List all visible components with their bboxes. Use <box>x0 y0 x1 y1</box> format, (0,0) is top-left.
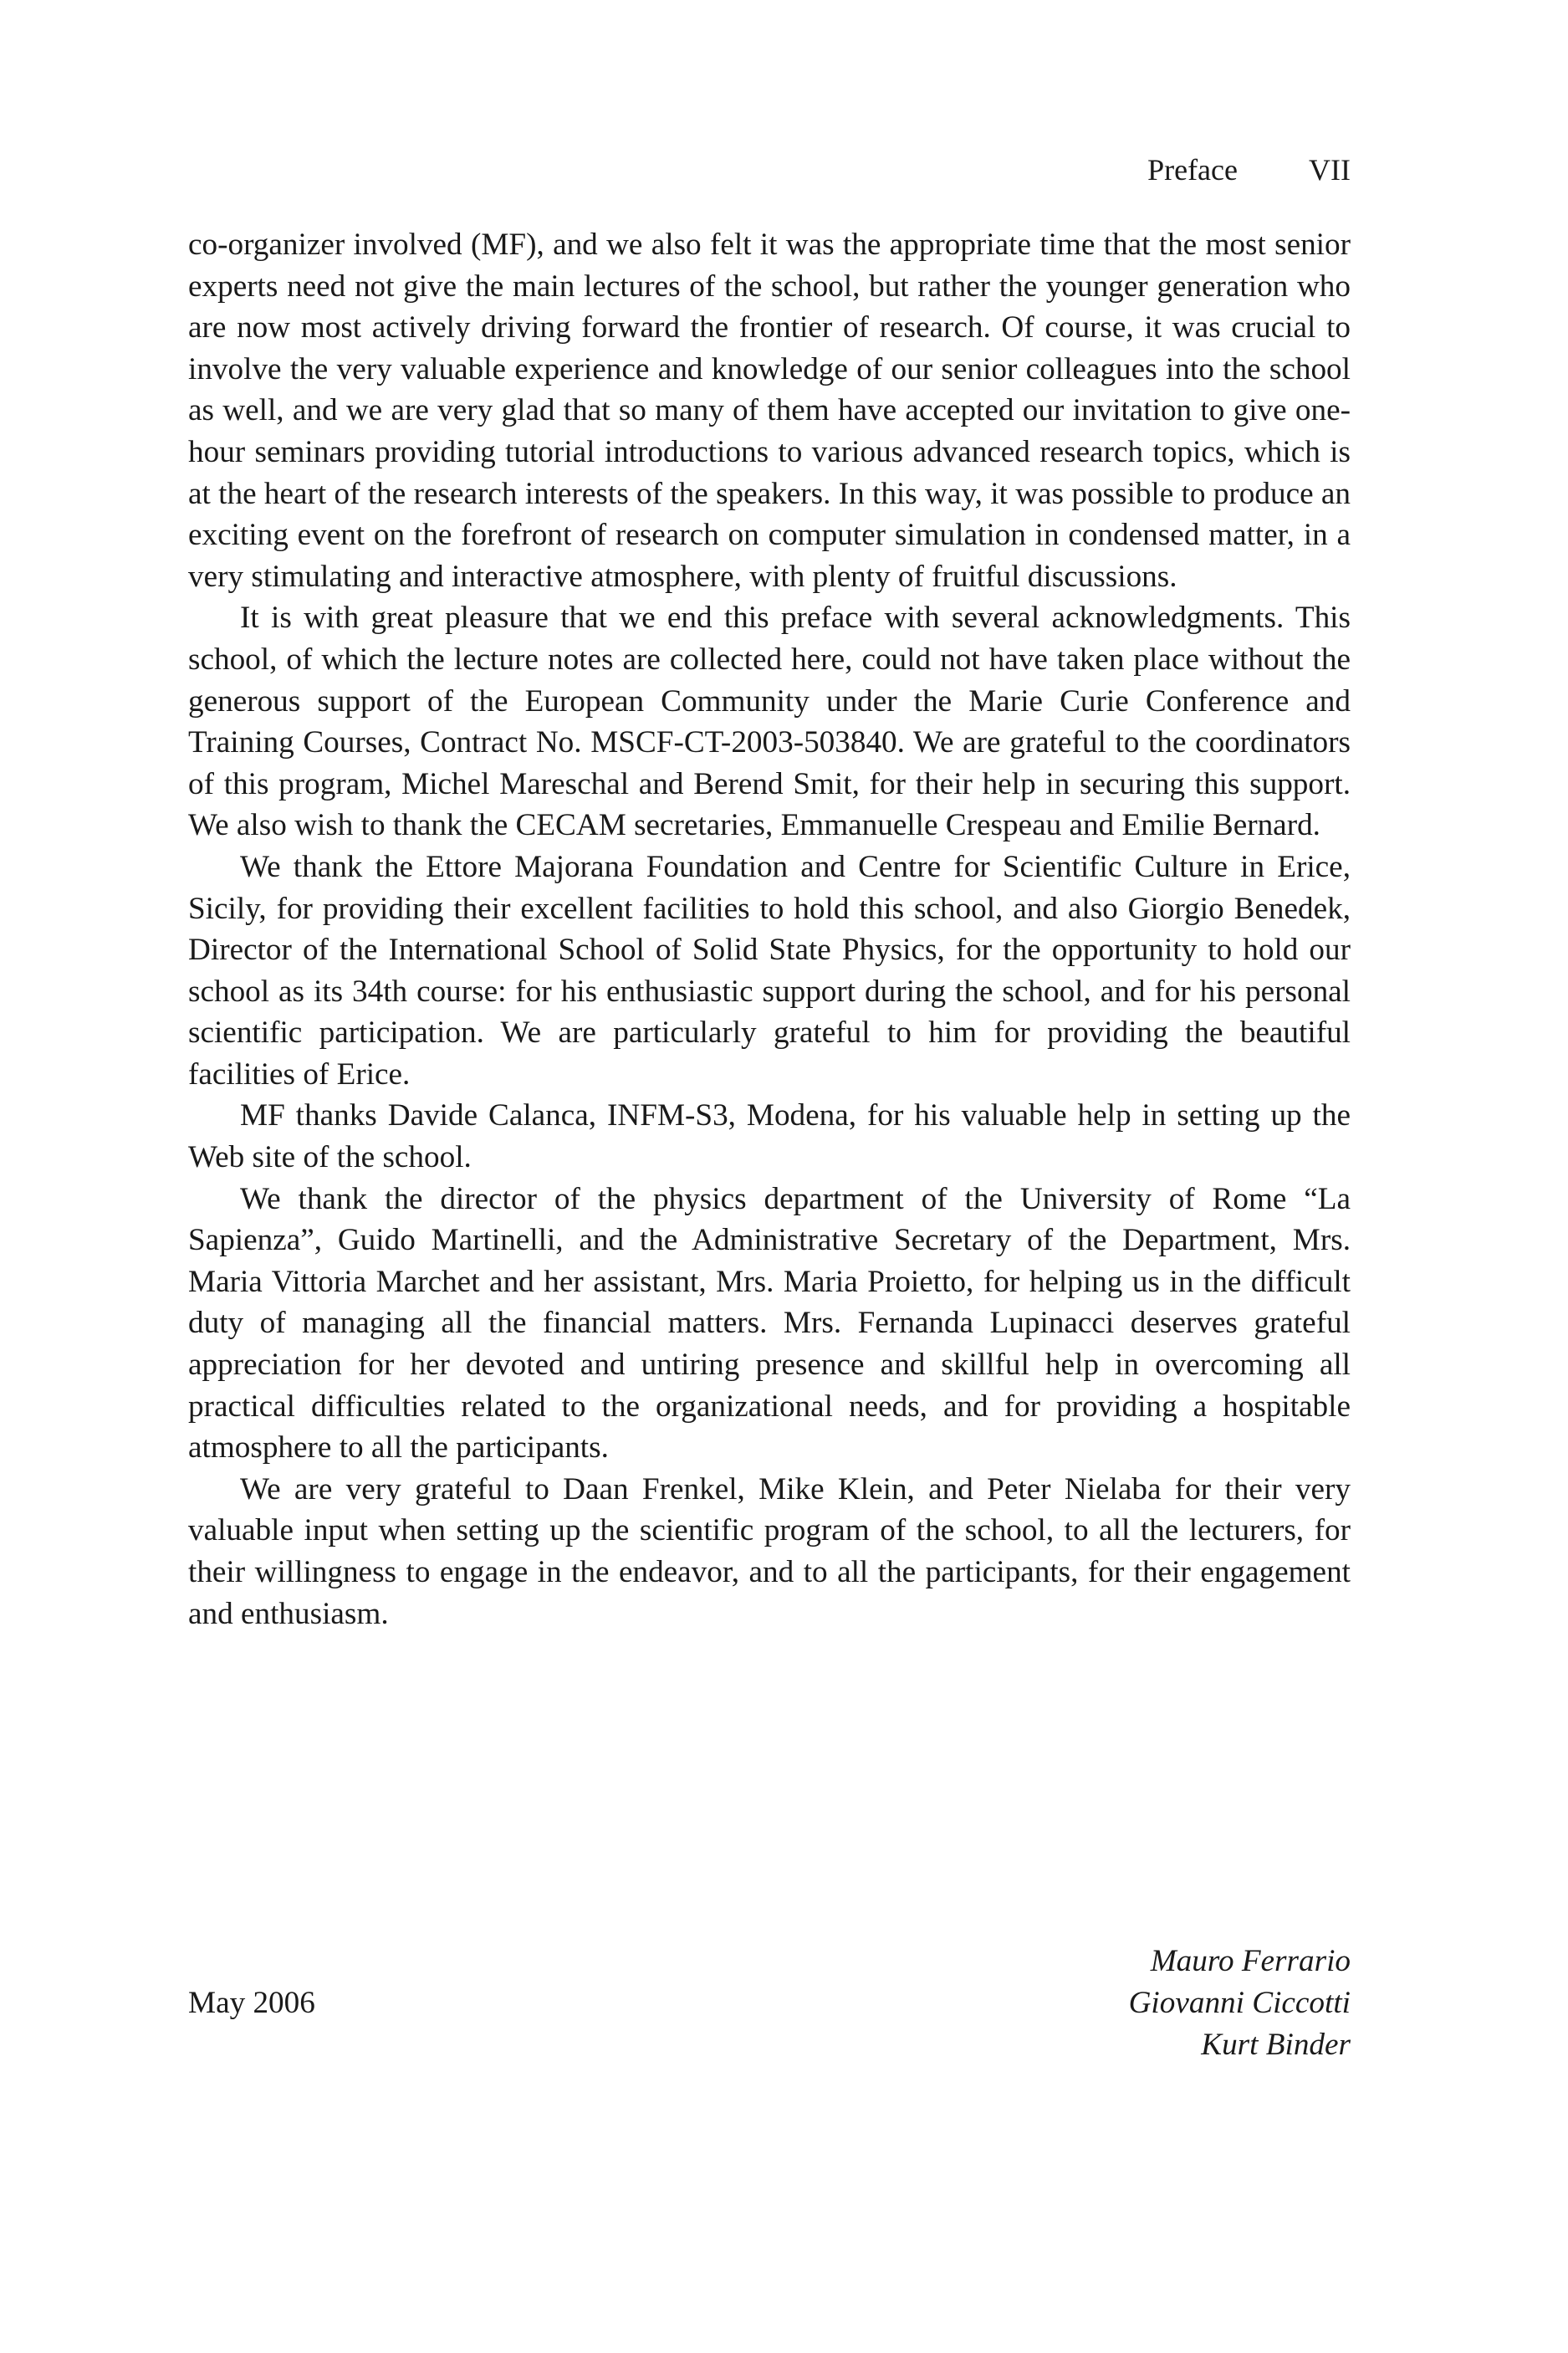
preface-date: May 2006 <box>188 1986 315 2020</box>
page-header <box>188 152 1351 194</box>
signatory-name: Kurt Binder <box>1201 2028 1351 2062</box>
signatory-name: Giovanni Ciccotti <box>1128 1986 1351 2020</box>
paragraph-rome-thanks: We thank the director of the physics department of the University of Rome “La Sapienza”, Guido Martinelli, and the Administrative Secretary of the Department, Mrs. Maria Vittoria Marchet and her assistant, Mrs. Maria Proietto, for helping us in the difficult duty of managing all the financial matters. Mrs. Fernanda Lupinacci deserves grateful appreciation for her devoted and untiring presence and skillful help in overcoming all practical difficulties related to the organizational needs, and for providing a hospitable atmosphere to all the participants. <box>188 1181 1351 1466</box>
page-number: VII <box>1309 153 1351 187</box>
paragraph-continuation: co-organizer involved (MF), and we also felt it was the appropriate time that the most senior experts need not give the main lectures of the school, but rather the younger generation who are now most actively driving forward the frontier of research. Of course, it was crucial to involve the very valuable experience and knowledge of our senior colleagues into the school as well, and we are very glad that so many of them have accepted our invitation to give one-hour seminars providing tutorial introductions to various advanced research topics, which is at the heart of the research interests of the speakers. In this way, it was possible to produce an exciting event on the forefront of research on computer simulation in condensed matter, in a very stimulating and interactive atmosphere, with plenty of fruitful discussions. <box>188 228 1351 594</box>
signatory-name: Mauro Ferrario <box>1150 1944 1351 1978</box>
preface-body <box>188 224 1351 1634</box>
paragraph-website-thanks: MF thanks Davide Calanca, INFM-S3, Modena, for his valuable help in setting up the Web site of the school. <box>188 1098 1351 1175</box>
running-title: Preface <box>1147 153 1238 187</box>
paragraph-program-thanks: We are very grateful to Daan Frenkel, Mike Klein, and Peter Nielaba for their very valuable input when setting up the scientific program of the school, to all the lecturers, for their willingness to engage in the endeavor, and to all the participants, for their engagement and enthusiasm. <box>188 1471 1351 1631</box>
signatories <box>1129 1941 1351 2066</box>
paragraph-erice-thanks: We thank the Ettore Majorana Foundation and Centre for Scientific Culture in Erice, Sicily, for providing their excellent facilities to hold this school, and also Giorgio Benedek, Director of the International School of Solid State Physics, for the opportunity to hold our school as its 34th course: for his enthusiastic support during the school, and for his personal scientific participation. We are particularly grateful to him for providing the beautiful facilities of Erice. <box>188 849 1351 1092</box>
paragraph-acknowledgments-intro: It is with great pleasure that we end this preface with several acknowledgments. This school, of which the lecture notes are collected here, could not have taken place without the generous support of the European Community under the Marie Curie Conference and Training Courses, Contract No. MSCF-CT-2003-503840. We are grateful to the coordinators of this program, Michel Mareschal and Berend Smit, for their help in securing this support. We also wish to thank the CECAM secretaries, Emmanuelle Crespeau and Emilie Bernard. <box>188 601 1351 843</box>
